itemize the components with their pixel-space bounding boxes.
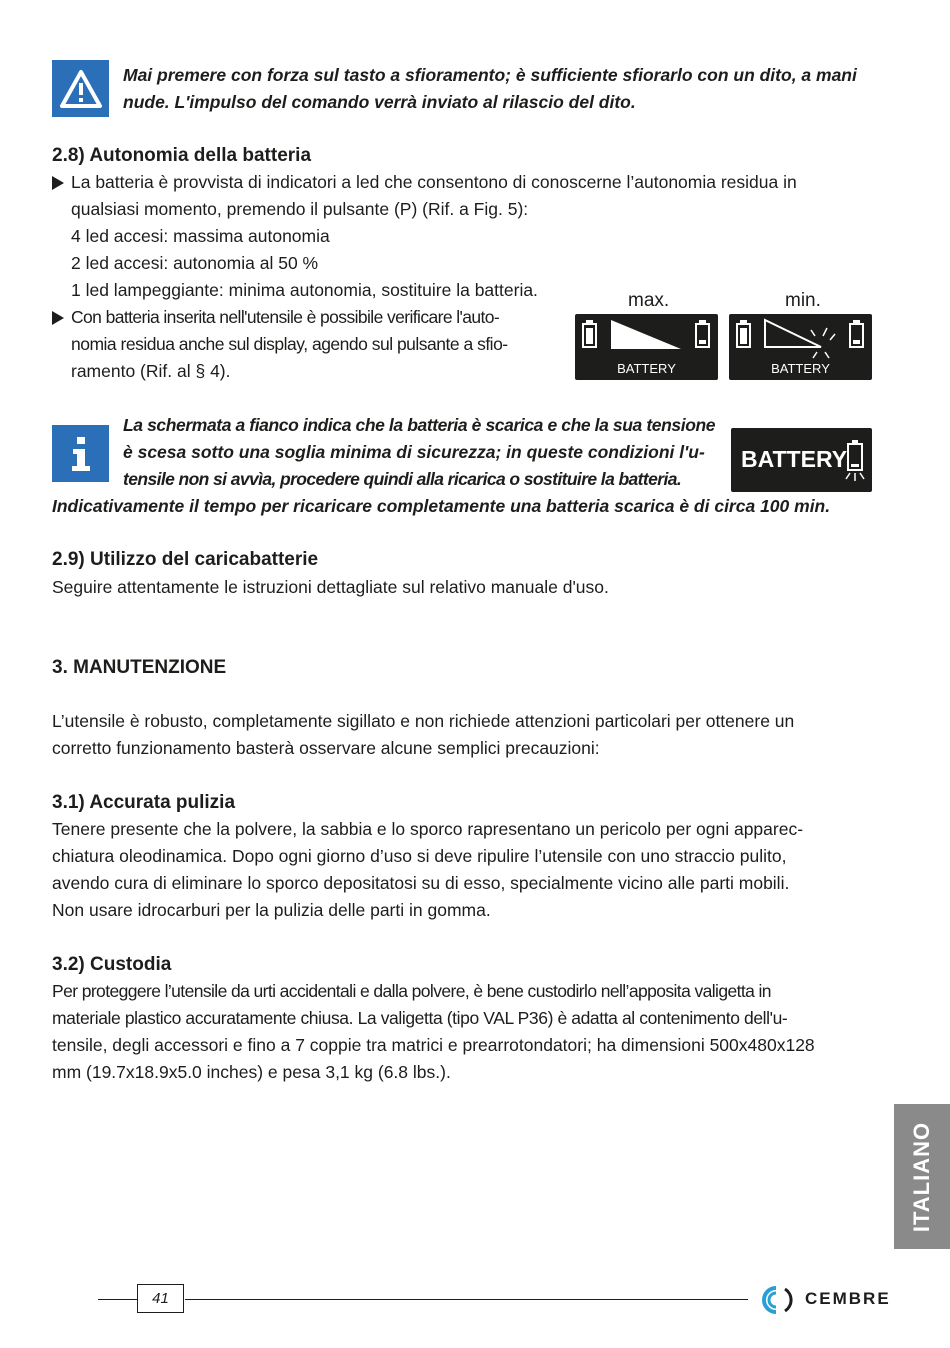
bullet-arrow-icon (52, 176, 64, 190)
s28-line-7: nomia residua anche sul display, agendo sul pulsante a sfio- (71, 334, 508, 354)
min-label: min. (785, 290, 821, 311)
info-line-2: è scesa sotto una soglia minima di sicurezza; in queste condizioni l'u- (123, 442, 705, 462)
battery-level-max-icon (575, 314, 718, 364)
s3-line-2: corretto funzionamento basterà osservare alcune semplici precauzioni: (52, 738, 600, 758)
footer-rule-right (185, 1299, 748, 1300)
section-3-1-title: 3.1) Accurata pulizia (52, 792, 236, 813)
language-tab-label: ITALIANO (909, 1121, 934, 1232)
language-tab (894, 1104, 950, 1249)
section-3-title: 3. MANUTENZIONE (52, 657, 227, 678)
warning-triangle-icon (52, 60, 109, 117)
cembre-logo-icon (762, 1285, 796, 1315)
section-2-8-title: 2.8) Autonomia della batteria (52, 145, 312, 166)
max-label: max. (628, 290, 670, 311)
s32-line-3: tensile, degli accessori e fino a 7 coppie tra matrici e prearrotondatori; ha dimensioni 500x480x128 (52, 1035, 815, 1055)
s3-line-1: L’utensile è robusto, completamente sigillato e non richiede attenzioni particolari per ottenere un (52, 711, 795, 731)
info-icon (52, 425, 109, 482)
warning-line-2: nude. L'impulso del comando verrà inviato al rilascio del dito. (123, 92, 636, 112)
s28-line-6: Con batteria inserita nell'utensile è possibile verificare l'auto- (71, 307, 500, 327)
s31-line-1: Tenere presente che la polvere, la sabbia e lo sporco rapresentano un pericolo per ogni apparec- (52, 819, 804, 839)
info-line-3: tensile non si avvìa, procedere quindi alla ricarica o sostituire la batteria. (123, 469, 682, 489)
section-3-2-title: 3.2) Custodia (52, 954, 172, 975)
section-2-9-title: 2.9) Utilizzo del caricabatterie (52, 549, 319, 570)
brand-name: CEMBRE (805, 1289, 891, 1308)
battery-display-max (575, 314, 718, 380)
s28-line-8: ramento (Rif. al § 4). (71, 361, 231, 381)
battery-empty-display-text: BATTERY (741, 446, 848, 472)
battery-level-min-icon (729, 314, 872, 364)
battery-display-min-label: BATTERY (771, 361, 830, 376)
s31-line-2: chiatura oleodinamica. Dopo ogni giorno d’uso si deve ripulire l’utensile con uno straccio pulito, (52, 846, 787, 866)
battery-empty-icon (843, 437, 867, 483)
warning-line-1: Mai premere con forza sul tasto a sfioramento; è sufficiente sfiorarlo con un dito, a mani (123, 65, 857, 85)
battery-display-max-label: BATTERY (617, 361, 676, 376)
page-number: 41 (137, 1284, 184, 1313)
battery-display-min (729, 314, 872, 380)
s28-line-3: 4 led accesi: massima autonomia (71, 226, 330, 246)
s32-line-1: Per proteggere l’utensile da urti accidentali e dalla polvere, è bene custodirlo nell’apposita valigetta in (52, 981, 771, 1001)
info-line-4: Indicativamente il tempo per ricaricare completamente una batteria scarica è di circa 100 min. (52, 496, 831, 516)
s28-line-5: 1 led lampeggiante: minima autonomia, sostituire la batteria. (71, 280, 538, 300)
bullet-arrow-icon (52, 311, 64, 325)
s28-line-4: 2 led accesi: autonomia al 50 % (71, 253, 319, 273)
info-line-1: La schermata a fianco indica che la batteria è scarica e che la sua tensione (123, 415, 716, 435)
s32-line-2: materiale plastico accuratamente chiusa. La valigetta (tipo VAL P36) è adatta al contenimento dell'u- (52, 1008, 788, 1028)
footer-rule-left (98, 1299, 138, 1300)
s31-line-3: avendo cura di eliminare lo sporco depositatosi su di esso, specialmente vicino alle parti mobili. (52, 873, 790, 893)
s28-line-1: La batteria è provvista di indicatori a led che consentono di conoscerne l’autonomia residua in (71, 172, 797, 192)
s28-line-2: qualsiasi momento, premendo il pulsante (P) (Rif. a Fig. 5): (71, 199, 529, 219)
battery-empty-display (731, 428, 872, 492)
s29-text: Seguire attentamente le istruzioni dettagliate sul relativo manuale d'uso. (52, 577, 609, 597)
s31-line-4: Non usare idrocarburi per la pulizia delle parti in gomma. (52, 900, 491, 920)
s32-line-4: mm (19.7x18.9x5.0 inches) e pesa 3,1 kg (6.8 lbs.). (52, 1062, 451, 1082)
